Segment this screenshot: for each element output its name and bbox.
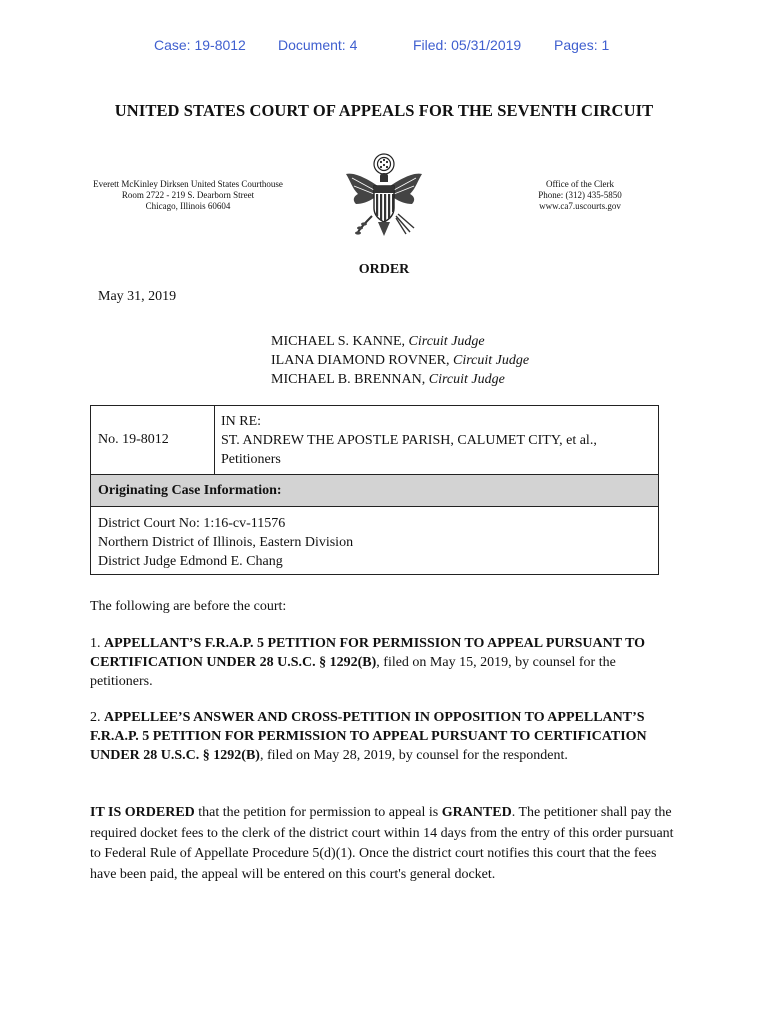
stamp-document: Document: 4 bbox=[278, 37, 358, 53]
party-role: Petitioners bbox=[221, 451, 281, 467]
judge-name: MICHAEL S. KANNE, bbox=[271, 334, 406, 349]
address-line: Room 2722 - 219 S. Dearborn Street bbox=[121, 190, 255, 200]
originating-case-info bbox=[91, 507, 659, 575]
granted-text: GRANTED bbox=[441, 805, 512, 820]
judge-line bbox=[271, 370, 529, 389]
item-1-paragraph bbox=[90, 634, 680, 691]
filing-stamp bbox=[0, 37, 768, 57]
judge-line bbox=[271, 332, 529, 351]
judge-title: Circuit Judge bbox=[408, 334, 485, 349]
judge-panel bbox=[271, 332, 529, 389]
originating-case-label: Originating Case Information: bbox=[91, 475, 659, 507]
item-2-details: , filed on May 28, 2019, by counsel for the respondent. bbox=[259, 748, 568, 763]
case-number: No. 19-8012 bbox=[91, 406, 215, 475]
intro-paragraph: The following are before the court: bbox=[90, 599, 287, 614]
district-judge: District Judge Edmond E. Chang bbox=[98, 554, 283, 569]
judge-line bbox=[271, 351, 529, 370]
item-number: 2. bbox=[90, 710, 104, 725]
court-title: UNITED STATES COURT OF APPEALS FOR THE SEVENTH CIRCUIT bbox=[114, 101, 654, 120]
it-is-ordered: IT IS ORDERED bbox=[90, 805, 195, 820]
order-text: that the petition for permission to appeal is bbox=[194, 805, 442, 820]
stamp-case: Case: 19-8012 bbox=[154, 37, 246, 53]
stamp-pages: Pages: 1 bbox=[554, 37, 610, 53]
clerk-office-address bbox=[500, 179, 660, 212]
order-heading: ORDER bbox=[358, 262, 410, 277]
item-1-title: APPELLANT’S F.R.A.P. 5 PETITION FOR PERMISSION TO APPEAL PURSUANT TO CERTIFICATION UNDER 28 U.S.C. § 1292(B) bbox=[90, 636, 646, 670]
party-name: ST. ANDREW THE APOSTLE PARISH, CALUMET CITY, et al., bbox=[221, 432, 597, 448]
order-text-rest: . The petitioner shall pay the required docket fees to the clerk of the district court within 14 days from the entry of this order pursuant to Federal Rule of Appellate Procedure 5(d)(1). Once the district court notifies this court that the fees have been paid, the appeal will be entered on this court's general docket. bbox=[90, 805, 674, 882]
item-1-details: , filed on May 15, 2019, by counsel for the petitioners. bbox=[90, 655, 616, 689]
judge-title: Circuit Judge bbox=[453, 353, 530, 368]
case-parties bbox=[215, 406, 659, 475]
order-date: May 31, 2019 bbox=[98, 289, 177, 304]
address-line: Phone: (312) 435-5850 bbox=[538, 190, 622, 200]
great-seal-eagle-icon bbox=[336, 150, 432, 246]
address-line: Chicago, Illinois 60604 bbox=[145, 201, 231, 211]
item-number: 1. bbox=[90, 636, 104, 651]
judge-name: MICHAEL B. BRENNAN, bbox=[271, 372, 426, 387]
stamp-filed: Filed: 05/31/2019 bbox=[413, 37, 522, 53]
address-line: Everett McKinley Dirksen United States Courthouse bbox=[93, 179, 283, 189]
in-re-label: IN RE: bbox=[221, 413, 262, 429]
address-line: Office of the Clerk bbox=[545, 179, 615, 189]
case-caption-table bbox=[90, 405, 659, 575]
address-line: www.ca7.uscourts.gov bbox=[539, 201, 621, 211]
judge-name: ILANA DIAMOND ROVNER, bbox=[271, 353, 450, 368]
district-court-number: District Court No: 1:16-cv-11576 bbox=[98, 516, 286, 531]
courthouse-address bbox=[88, 179, 288, 212]
order-paragraph bbox=[90, 803, 680, 885]
judge-title: Circuit Judge bbox=[428, 372, 505, 387]
item-2-title: APPELLEE’S ANSWER AND CROSS-PETITION IN OPPOSITION TO APPELLANT’S F.R.A.P. 5 PETITION FOR PERMISSION TO APPEAL PURSUANT TO CERTIFICATION UNDER 28 U.S.C. § 1292(B) bbox=[90, 710, 647, 763]
item-2-paragraph bbox=[90, 708, 680, 765]
district-name: Northern District of Illinois, Eastern Division bbox=[98, 535, 354, 550]
